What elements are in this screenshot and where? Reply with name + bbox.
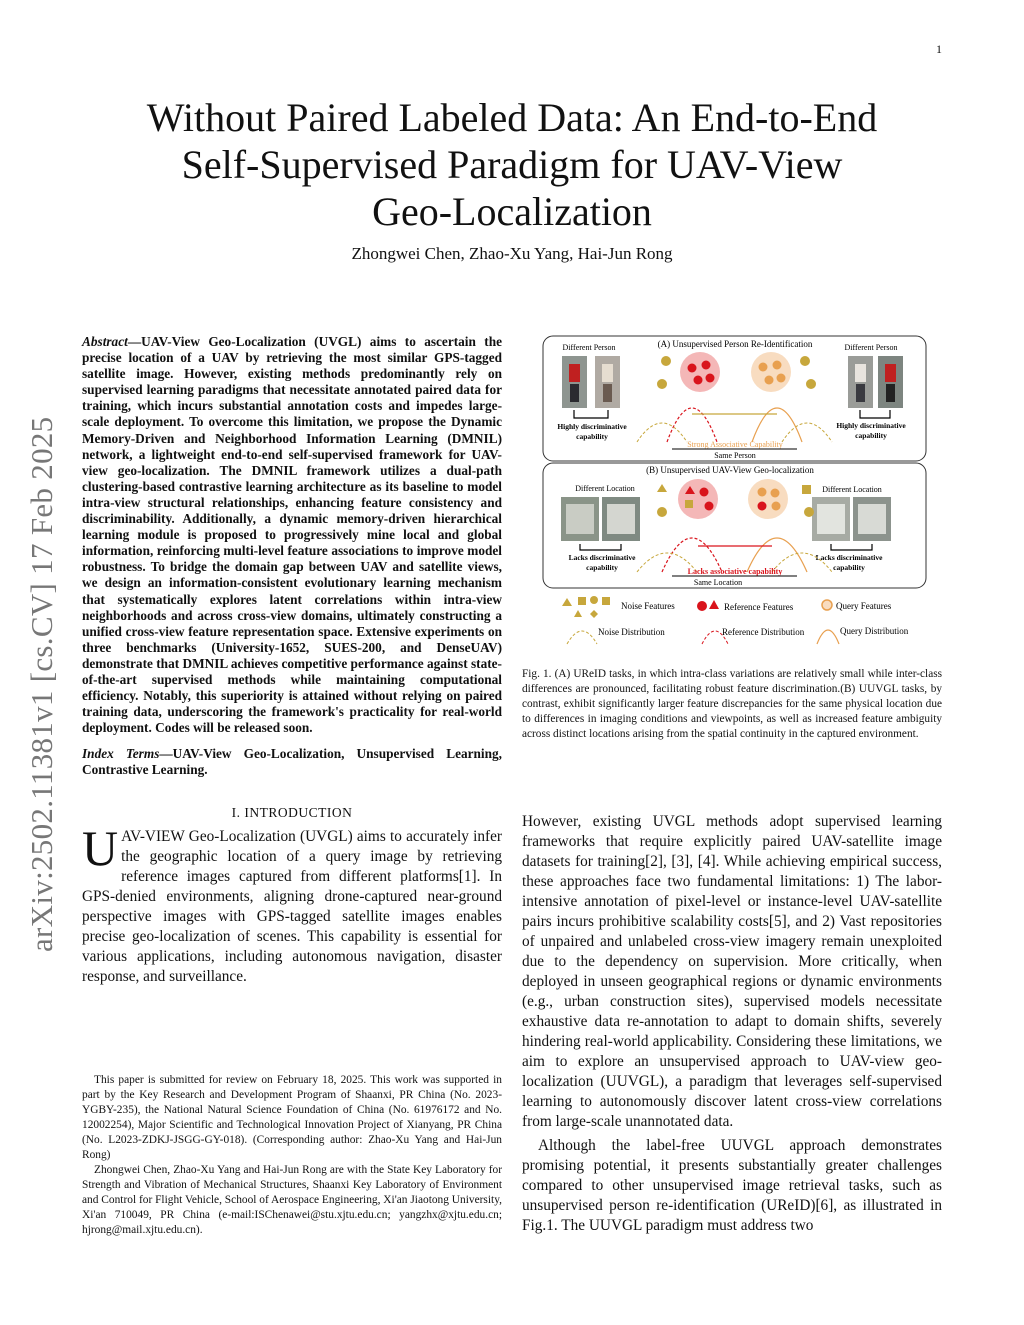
arrow-left-photos: [574, 410, 608, 418]
reference-feature: [688, 364, 697, 373]
title-line-3: Geo-Localization: [372, 189, 652, 234]
section-heading: I. INTRODUCTION: [231, 804, 353, 820]
noise-feature: [661, 356, 671, 366]
drop-cap: U: [82, 819, 119, 876]
index-terms-text: —UAV-View Geo-Localization, Unsupervised Learning, Contrastive Learning.: [82, 746, 502, 778]
query-cluster-b: [748, 479, 788, 519]
lacks-discriminative-right: Lacks discriminative: [815, 553, 883, 562]
legend-query-features: Query Features: [836, 601, 892, 611]
reference-curve-a: [667, 408, 717, 442]
query-feature: [772, 502, 781, 511]
strong-associative-label: Strong Associative Capability: [687, 440, 783, 449]
person-photo-1-legs: [570, 384, 579, 402]
different-location-right: Different Location: [822, 485, 882, 494]
legend-noise-triangle: [562, 598, 572, 606]
person-photo-2-legs: [603, 384, 612, 402]
panel-b-title: (B) Unsupervised UAV-View Geo-localization: [646, 465, 814, 475]
index-terms: [82, 746, 502, 778]
title-line-1: Without Paired Labeled Data: An End-to-End: [146, 95, 878, 140]
query-feature: [771, 489, 780, 498]
figure-1-svg: [522, 334, 942, 652]
satellite-photo-1-building: [817, 504, 845, 534]
person-photo-2-shirt: [602, 364, 613, 382]
legend-reference-circle: [697, 601, 707, 611]
left-column: [82, 334, 502, 987]
intro-paragraph: [82, 819, 502, 987]
query-feature: [759, 363, 768, 372]
page-number: 1: [936, 42, 942, 56]
same-person-label: Same Person: [714, 451, 756, 460]
query-feature: [773, 361, 782, 370]
legend-noise-circle: [590, 596, 598, 604]
person-photo-3-shirt: [855, 364, 866, 382]
legend-noise-triangle: [574, 610, 582, 617]
legend-noise-square: [578, 597, 586, 605]
noise-feature: [657, 379, 667, 389]
arrow-right-photos: [860, 410, 890, 418]
different-location-left: Different Location: [575, 484, 635, 493]
legend-reference-triangle: [709, 600, 719, 609]
noise-feature-square: [802, 485, 811, 494]
noise-in-reference: [685, 500, 693, 508]
noise-feature: [657, 507, 667, 517]
satellite-photo-2-building: [858, 504, 886, 534]
arxiv-watermark: arXiv:2502.11381v1 [cs.CV] 17 Feb 2025: [24, 416, 59, 952]
person-photo-1-shirt: [569, 364, 580, 382]
query-feature: [777, 374, 786, 383]
legend-reference-features: Reference Features: [724, 602, 794, 612]
title-line-2: Self-Supervised Paradigm for UAV-View: [181, 142, 843, 187]
query-curve-a: [752, 408, 802, 442]
person-photo-4-shirt: [885, 364, 896, 382]
uav-photo-1-building: [566, 504, 594, 534]
query-cluster-a: [751, 352, 791, 392]
paper-title: [112, 94, 912, 235]
uav-photo-2-building: [607, 504, 635, 534]
arrow-left-uav: [580, 544, 621, 550]
legend-noise-features: Noise Features: [621, 601, 675, 611]
abstract-text: —UAV-View Geo-Localization (UVGL) aims to ascertain the precise location of a UAV by retrieving the most similar GPS-tagged satellite image. However, existing methods predominantly rely on supervised learning paradigms that necessitate annotated paired data for training, which incurs substantial annotation costs and impedes large-scale deployment. To overcome this limitation, we propose the Dynamic Memory-Driven and Neighborhood Information Learning (DMNIL) network, a lightweight end-to-end self-supervised framework for UAV-view geo-localization. The DMNIL framework utilizes a dual-path clustering-based contrastive learning architecture as its baseline to model intra-view structural relationships, enhancing feature consistency and discriminability. Additionally, a dynamic memory-driven hierarchical learning module is proposed to progressively mine local and global information, reinforcing multi-level feature associations to improve model robustness. To bridge the domain gap between UAV and satellite views, we design an information-consistent evolutionary learning mechanism that systematically explores latent correlations within intra-view neighborhoods and across cross-view domains, ultimately constructing a unified cross-view feature representation space. Extensive experiments on three benchmarks (University-1652, SUES-200, and DenseUAV) demonstrate that DMNIL achieves competitive performance against state-of-the-art supervised methods while maintaining computational efficiency. Notably, this superiority is attained without relying on paired training data, underscoring the framework's practicality for real-world deployment. Codes will be released soon.: [82, 334, 502, 736]
reference-feature: [700, 488, 709, 497]
capability-left: capability: [576, 432, 608, 441]
reference-in-query: [758, 502, 767, 511]
footnote: [82, 1073, 502, 1238]
highly-discriminative-left: Highly discriminative: [557, 422, 627, 431]
noise-feature: [800, 356, 810, 366]
legend-noise-diamond: [590, 610, 598, 618]
different-person-left: Different Person: [562, 343, 616, 352]
abstract: [82, 334, 502, 736]
reference-feature: [702, 361, 711, 370]
different-person-right: Different Person: [844, 343, 898, 352]
reference-cluster-a: [680, 352, 720, 392]
index-terms-label: Index Terms: [82, 746, 160, 762]
capability-right: capability: [855, 431, 887, 440]
query-feature: [758, 488, 767, 497]
reference-cluster-b: [678, 479, 718, 519]
person-photo-4-legs: [886, 384, 895, 402]
noise-feature: [804, 507, 814, 517]
query-feature: [765, 376, 774, 385]
figure-caption: Fig. 1. (A) UReID tasks, in which intra-class variations are relatively small while inter-class differences are pronounced, facilitating robust feature discrimination.(B) UUVGL tasks, by contrast, exhibit significantly larger feature discrepancies for the same physical location due to differences in imaging conditions and viewpoints, as well as increased feature ambiguity across distinct locations arising from the spatial continuity in the captured environment.: [522, 668, 942, 740]
right-paragraph-2: Although the label-free UUVGL approach demonstrates promising potential, it presents substantially greater challenges compared to other unsupervised image retrieval tasks, such as unsupervised person re-identification (UReID)[6], as illustrated in Fig.1. The UUVGL paradigm must address two: [522, 1137, 942, 1234]
authors: Zhongwei Chen, Zhao-Xu Yang, Hai-Jun Rong: [351, 244, 673, 263]
right-column: [522, 812, 942, 1236]
reference-feature: [694, 376, 703, 385]
reference-feature: [706, 374, 715, 383]
noise-curve-a: [782, 423, 832, 442]
legend-noise-distribution: Noise Distribution: [598, 627, 665, 637]
legend-query-circle: [822, 600, 832, 610]
legend-reference-distribution: Reference Distribution: [722, 627, 805, 637]
lacks-discriminative-left: Lacks discriminative: [568, 553, 636, 562]
figure-1: [522, 334, 942, 652]
footnote-funding: This paper is submitted for review on February 18, 2025. This work was supported in part by the Key Research and Development Program of Shaanxi, PR China (No. 2023-YGBY-235), the National Natural Science Foundation of China (No. 61976172 and No. 12002254), Major Scientific and Technological Innovation Project of Xianyang, PR China (No. L2023-ZDKJ-JSGG-GY-018). (Corresponding author: Zhao-Xu Yang and Hai-Jun Rong): [82, 1074, 502, 1161]
noise-feature: [806, 379, 816, 389]
legend-query-distribution: Query Distribution: [840, 626, 909, 636]
legend-noise-curve: [567, 631, 597, 644]
capability-b-right: capability: [833, 563, 865, 572]
legend-query-curve: [817, 630, 839, 644]
right-paragraph-1: However, existing UVGL methods adopt supervised learning frameworks that require explicitly paired UAV-satellite image datasets for training[2], [3], [4]. While achieving empirical success, these approaches face two fundamental limitations: 1) The labor-intensive annotation of pixel-level or instance-level UAV-satellite pairs incurs prohibitive scalability costs[5], and 2) Vast repositories of unpaired and unlabeled cross-view imagery remain unexploited due to the dependency on supervision. More critically, when deployed in unseen geographical regions or dynamic environments (e.g., urban construction sites), supervised models necessitate exhaustive data re-annotation to adapt to domain shifts, severely hindering real-world applicability. Considering these limitations, we aim to explore an unsupervised approach to UAV-view geo-localization (UUVGL), a paradigm that leverages self-supervised learning to autonomously discover latent cross-view correlations from large-scale unannotated data.: [522, 813, 942, 1130]
same-location-label: Same Location: [693, 578, 743, 587]
panel-a-title: (A) Unsupervised Person Re-Identification: [657, 339, 813, 349]
person-photo-3-legs: [856, 384, 865, 402]
intro-text: AV-VIEW Geo-Localization (UVGL) aims to accurately infer the geographic location of a query image by retrieving reference images captured from different platforms[1]. In GPS-denied environments, aligning drone-captured near-ground perspective images with GPS-tagged satellite images enables precise geo-localization of scenes. This capability is essential for various applications, including autonomous navigation, disaster response, and surveillance.: [82, 827, 502, 985]
legend-noise-square: [602, 597, 610, 605]
arrow-right-satellite: [831, 544, 872, 550]
highly-discriminative-right: Highly discriminative: [836, 421, 906, 430]
abstract-label: Abstract: [82, 334, 128, 349]
noise-curve-a: [637, 423, 687, 442]
reference-feature: [705, 502, 714, 511]
footnote-affiliation: Zhongwei Chen, Zhao-Xu Yang and Hai-Jun Rong are with the State Key Laboratory for Strength and Vibration of Mechanical Structures, Shaanxi Key Laboratory of Environment and Control for Flight Vehicle, School of Aerospace Engineering, Xi'an Jiaotong University, Xi'an 710049, PR China (e-mail:ISChenawei@stu.xjtu.edu.cn; yangzhx@xjtu.edu.cn; hjrong@mail.xjtu.edu.cn).: [82, 1164, 502, 1236]
capability-b-left: capability: [586, 563, 618, 572]
noise-feature-triangle: [657, 484, 667, 492]
lacks-associative-label: Lacks associative capability: [687, 567, 783, 576]
